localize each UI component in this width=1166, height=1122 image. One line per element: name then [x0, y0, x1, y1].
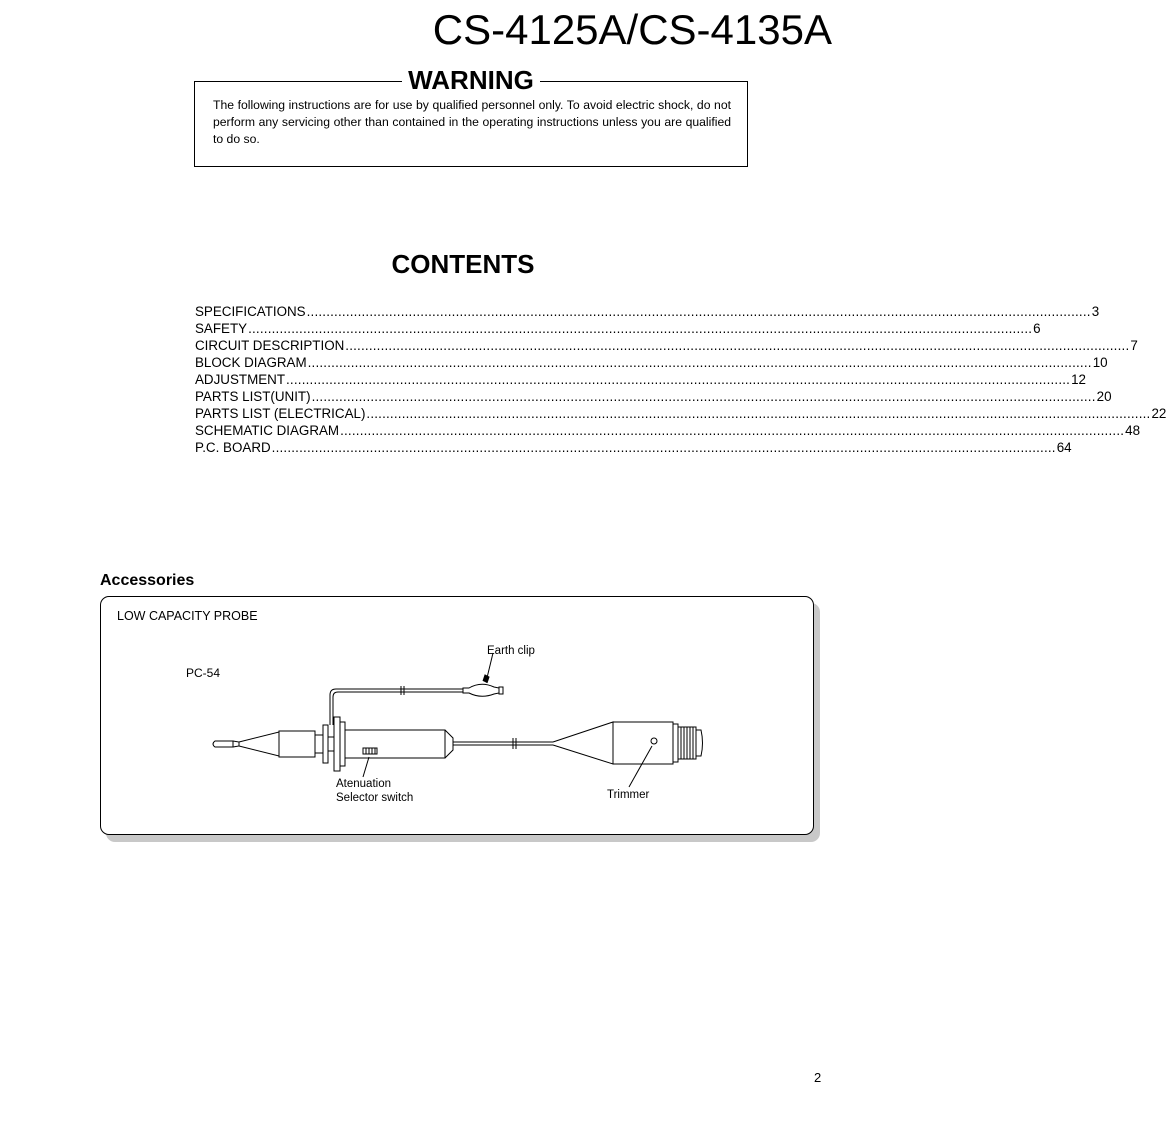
toc-entry: [195, 439, 1072, 456]
toc-entry-label: SCHEMATIC DIAGRAM: [195, 423, 340, 438]
accessories-heading: Accessories: [100, 572, 195, 589]
toc-entry: [195, 388, 1112, 405]
warning-text: The following instructions are for use by qualified personnel only. To avoid electric shock, do not perform any servicing other than contained in the operating instructions unless you are qualified to do so.: [213, 98, 731, 146]
toc-leader-dots: ........................................................................................................................................................................................................: [345, 338, 1130, 353]
ground-lead: [330, 686, 463, 725]
toc-entry-page: 7: [1130, 338, 1138, 353]
probe-illustration: [101, 597, 815, 836]
toc-entry-label: CIRCUIT DESCRIPTION: [195, 338, 345, 353]
toc-entry-label: PARTS LIST(UNIT): [195, 389, 311, 404]
contents-title: CONTENTS: [391, 249, 535, 279]
toc-leader-dots: ........................................................................................................................................................................................................: [340, 423, 1125, 438]
toc-entry-page: 6: [1033, 321, 1041, 336]
toc-entry-page: 20: [1096, 389, 1112, 404]
probe-main-body: [345, 730, 453, 758]
toc-entry-page: 3: [1091, 304, 1100, 319]
trimmer-label: Trimmer: [607, 789, 650, 801]
accessories-box: [100, 596, 814, 835]
model-title: CS-4125A/CS-4135A: [432, 6, 832, 53]
probe-cable: [453, 738, 553, 749]
probe-tip: [213, 732, 279, 756]
warning-heading: WARNING: [402, 65, 540, 95]
probe-title: LOW CAPACITY PROBE: [117, 609, 258, 623]
probe-model: PC-54: [186, 666, 221, 680]
earth-clip: [463, 653, 503, 696]
toc-leader-dots: ........................................................................................................................................................................................................: [307, 355, 1092, 370]
toc-leader-dots: ........................................................................................................................................................................................................: [248, 321, 1033, 336]
toc-entry-label: P.C. BOARD: [195, 440, 271, 455]
toc-entry: [195, 422, 1141, 439]
toc-entry-page: 48: [1125, 423, 1141, 438]
toc-entry: [195, 303, 1100, 320]
attenuation-leader: [363, 757, 369, 777]
toc-entry-page: 10: [1092, 355, 1108, 370]
toc-entry-page: 12: [1071, 372, 1086, 387]
toc-leader-dots: ........................................................................................................................................................................................................: [311, 389, 1096, 404]
toc-entry-label: PARTS LIST (ELECTRICAL): [195, 406, 366, 421]
toc-entry-label: ADJUSTMENT: [195, 372, 286, 387]
toc-entry-page: 64: [1056, 440, 1072, 455]
trimmer-leader: [629, 746, 652, 787]
toc-entry: [195, 354, 1108, 371]
warning-box: [194, 65, 748, 167]
toc-leader-dots: ........................................................................................................................................................................................................: [306, 304, 1091, 319]
toc-entry: [195, 320, 1041, 337]
toc-entry-page: 22: [1151, 406, 1166, 421]
toc-entry: [195, 405, 1166, 422]
toc-entry-label: SAFETY: [195, 321, 248, 336]
toc-entry-label: BLOCK DIAGRAM: [195, 355, 307, 370]
toc-entry: [195, 337, 1138, 354]
toc-leader-dots: ........................................................................................................................................................................................................: [271, 440, 1056, 455]
probe-front-body: [279, 717, 345, 771]
page-number: 2: [814, 1070, 822, 1085]
table-of-contents: [195, 303, 1166, 456]
toc-leader-dots: ........................................................................................................................................................................................................: [366, 406, 1151, 421]
toc-entry-label: SPECIFICATIONS: [195, 304, 306, 319]
toc-leader-dots: ........................................................................................................................................................................................................: [286, 372, 1071, 387]
earth-clip-label: Earth clip: [487, 645, 535, 657]
attenuation-switch-label: Atenuation Selector switch: [336, 778, 414, 804]
bnc-connector: [553, 722, 703, 764]
toc-entry: [195, 371, 1086, 388]
